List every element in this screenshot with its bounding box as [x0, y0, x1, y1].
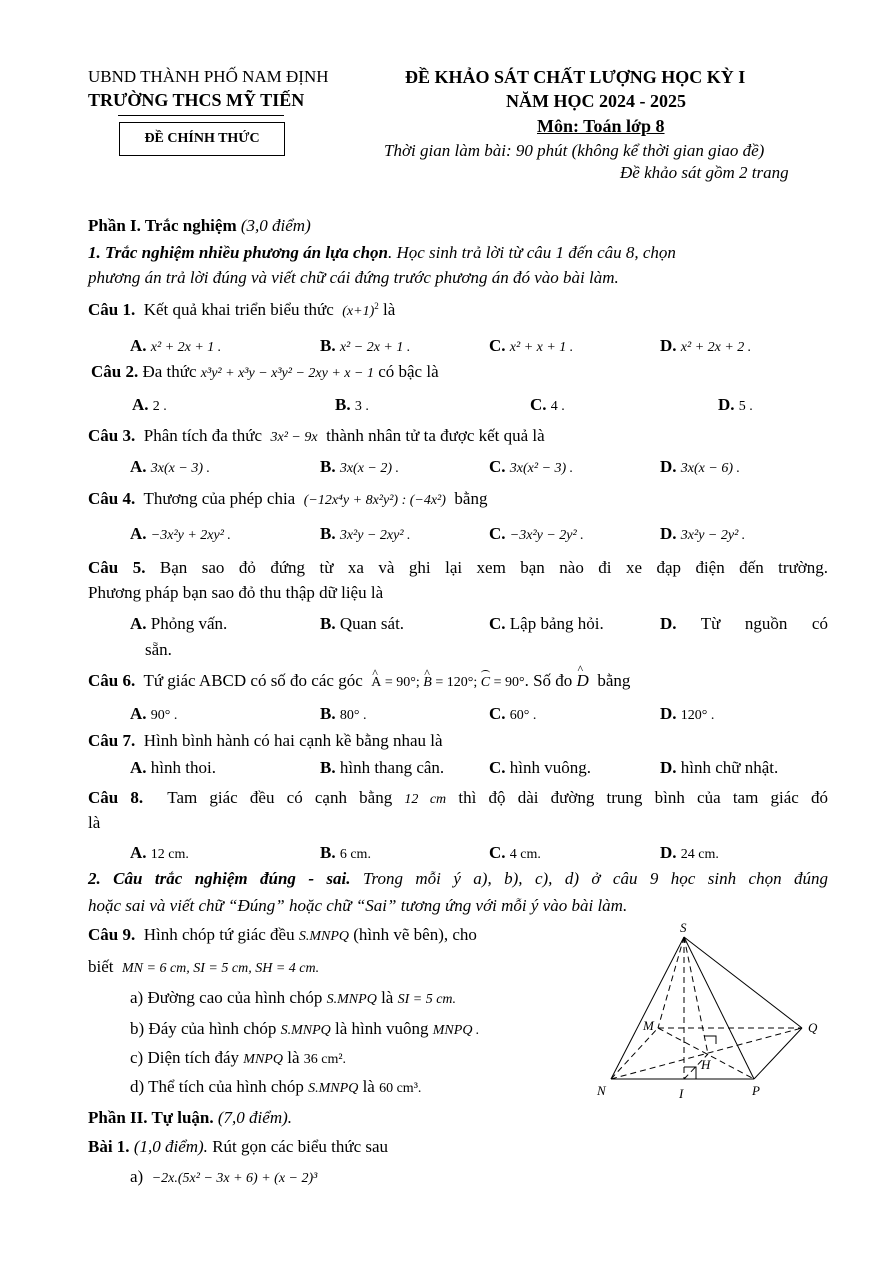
- q8-option-b: B. 6 cm.: [320, 843, 371, 862]
- q7-option-b: B. hình thang cân.: [320, 758, 445, 777]
- q8-option-c: C. 4 cm.: [489, 843, 541, 862]
- label-H: H: [701, 1057, 711, 1072]
- label-I: I: [679, 1086, 684, 1101]
- label-S: S: [680, 920, 687, 935]
- edge-SP: [684, 937, 754, 1079]
- q5-option-b: B. Quan sát.: [320, 614, 405, 633]
- q8-option-d: D. 24 cm.: [660, 843, 719, 862]
- section1-intro-2: phương án trả lời đúng và viết chữ cái đứng trước phương án đó vào bài làm.: [88, 268, 619, 287]
- q2-option-b: B. 3 .: [335, 395, 369, 414]
- bai1-heading: Bài 1. (1,0 điểm). Rút gọn các biểu thức sau: [88, 1137, 389, 1156]
- question-7: Câu 7. Hình bình hành có hai cạnh kề bằng nhau là: [88, 731, 443, 750]
- q1-option-d: D. x² + 2x + 2 .: [660, 336, 752, 355]
- q3-option-b: B. 3x(x − 2) .: [320, 457, 400, 476]
- right-angle-H: [704, 1036, 716, 1044]
- header-school: TRƯỜNG THCS MỸ TIẾN: [88, 90, 305, 110]
- question-9: Câu 9. Hình chóp tứ giác đều S.MNPQ (hình vẽ bên), cho: [88, 925, 477, 944]
- q3-option-d: D. 3x(x − 6) .: [660, 457, 740, 476]
- label-Q: Q: [808, 1020, 818, 1035]
- label-N: N: [597, 1083, 606, 1098]
- q4-option-a: A. −3x²y + 2xy² .: [130, 524, 231, 543]
- question-3: Câu 3. Phân tích đa thức 3x² − 9x thành nhân tử ta được kết quả là: [88, 426, 545, 445]
- edge-NM: [611, 1028, 658, 1079]
- question-5: Câu 5. Bạn sao đỏ đứng từ xa và ghi lại xem bạn nào đi xe đạp điện đến trường.: [88, 558, 829, 577]
- subject: Môn: Toán lớp 8: [537, 116, 665, 136]
- pyramid-figure: [590, 918, 830, 1103]
- label-M: M: [643, 1018, 654, 1033]
- question-6: Câu 6. Tứ giác ABCD có số đo các góc ^ A = 90°; ^ B = 120°; C = 90°. Số đo ^ D bằng: [88, 671, 630, 691]
- q2-option-a: A. 2 .: [132, 395, 167, 414]
- q9-statement-d: d) Thể tích của hình chóp S.MNPQ là 60 cm³.: [130, 1077, 422, 1096]
- q4-option-c: C. −3x²y − 2y² .: [489, 524, 584, 543]
- page-count: Đề khảo sát gồm 2 trang: [620, 163, 789, 182]
- official-box: ĐỀ CHÍNH THỨC: [119, 122, 285, 156]
- question-1: Câu 1. Kết quả khai triển biểu thức $(x+1)^2$ là: [88, 300, 396, 319]
- edge-SM: [658, 937, 684, 1028]
- exam-title: ĐỀ KHẢO SÁT CHẤT LƯỢNG HỌC KỲ I: [405, 67, 746, 87]
- question-5-line2: Phương pháp bạn sao đỏ thu thập dữ liệu là: [88, 583, 384, 602]
- section2-intro-2: hoặc sai và viết chữ “Đúng” hoặc chữ “Sai” tương ứng với mỗi ý vào bài làm.: [88, 896, 628, 915]
- header-org: UBND THÀNH PHỐ NAM ĐỊNH: [88, 67, 329, 86]
- q5-option-d: D. Từ nguồn có: [660, 614, 828, 633]
- q3-option-c: C. 3x(x² − 3) .: [489, 457, 574, 476]
- q5-option-c: C. Lập bảng hỏi.: [489, 614, 604, 633]
- q9-statement-a: a) Đường cao của hình chóp S.MNPQ là SI = 5 cm.: [130, 988, 457, 1007]
- bai1-part-a: a) −2x.(5x² − 3x + 6) + (x − 2)³: [130, 1167, 318, 1186]
- question-8: Câu 8. Tam giác đều có cạnh bằng 12 cm thì độ dài đường trung bình của tam giác đó: [88, 788, 828, 807]
- q1-option-c: C. x² + x + 1 .: [489, 336, 574, 355]
- q6-option-b: B. 80° .: [320, 704, 367, 723]
- q9-statement-b: b) Đáy của hình chóp S.MNPQ là hình vuông MNPQ .: [130, 1019, 480, 1038]
- q3-option-a: A. 3x(x − 3) .: [130, 457, 210, 476]
- q6-option-c: C. 60° .: [489, 704, 537, 723]
- question-4: Câu 4. Thương của phép chia (−12x⁴y + 8x²y²) : (−4x²) bằng: [88, 489, 488, 508]
- q4-option-b: B. 3x²y − 2xy² .: [320, 524, 411, 543]
- q4-option-d: D. 3x²y − 2y² .: [660, 524, 746, 543]
- header-divider: [118, 115, 284, 116]
- q2-option-c: C. 4 .: [530, 395, 565, 414]
- school-year: NĂM HỌC 2024 - 2025: [506, 91, 686, 111]
- question-8-line2: là: [88, 813, 101, 832]
- q8-option-a: A. 12 cm.: [130, 843, 189, 862]
- q7-option-c: C. hình vuông.: [489, 758, 592, 777]
- q6-option-d: D. 120° .: [660, 704, 715, 723]
- q1-option-a: A. x² + 2x + 1 .: [130, 336, 222, 355]
- q6-option-a: A. 90° .: [130, 704, 178, 723]
- q7-option-a: A. hình thoi.: [130, 758, 216, 777]
- q9-statement-c: c) Diện tích đáy MNPQ là 36 cm².: [130, 1048, 347, 1067]
- section2-intro: 2. Câu trắc nghiệm đúng - sai. Trong mỗi ý a), b), c), d) ở câu 9 học sinh chọn đúng: [88, 869, 828, 888]
- part1-heading: Phần I. Trắc nghiệm (3,0 điểm): [88, 216, 311, 235]
- label-P: P: [752, 1083, 760, 1098]
- edge-PQ: [754, 1028, 802, 1079]
- part2-heading: Phần II. Tự luận. (7,0 điểm).: [88, 1108, 293, 1127]
- question-9-given: biết MN = 6 cm, SI = 5 cm, SH = 4 cm.: [88, 957, 320, 976]
- section1-intro: 1. Trắc nghiệm nhiều phương án lựa chọn. Học sinh trả lời từ câu 1 đến câu 8, chọn: [88, 243, 676, 262]
- question-2: Câu 2. Đa thức x³y² + x³y − x³y² − 2xy + x − 1 có bậc là: [91, 362, 439, 381]
- edge-SQ: [684, 937, 802, 1028]
- q5-option-a: A. Phỏng vấn.: [130, 614, 228, 633]
- edge-SN: [611, 937, 684, 1079]
- exam-time: Thời gian làm bài: 90 phút (không kể thời gian giao đề): [384, 141, 765, 160]
- q5-option-d-cont: sẵn.: [145, 640, 172, 659]
- q1-option-b: B. x² − 2x + 1 .: [320, 336, 411, 355]
- q2-option-d: D. 5 .: [718, 395, 753, 414]
- q7-option-d: D. hình chữ nhật.: [660, 758, 779, 777]
